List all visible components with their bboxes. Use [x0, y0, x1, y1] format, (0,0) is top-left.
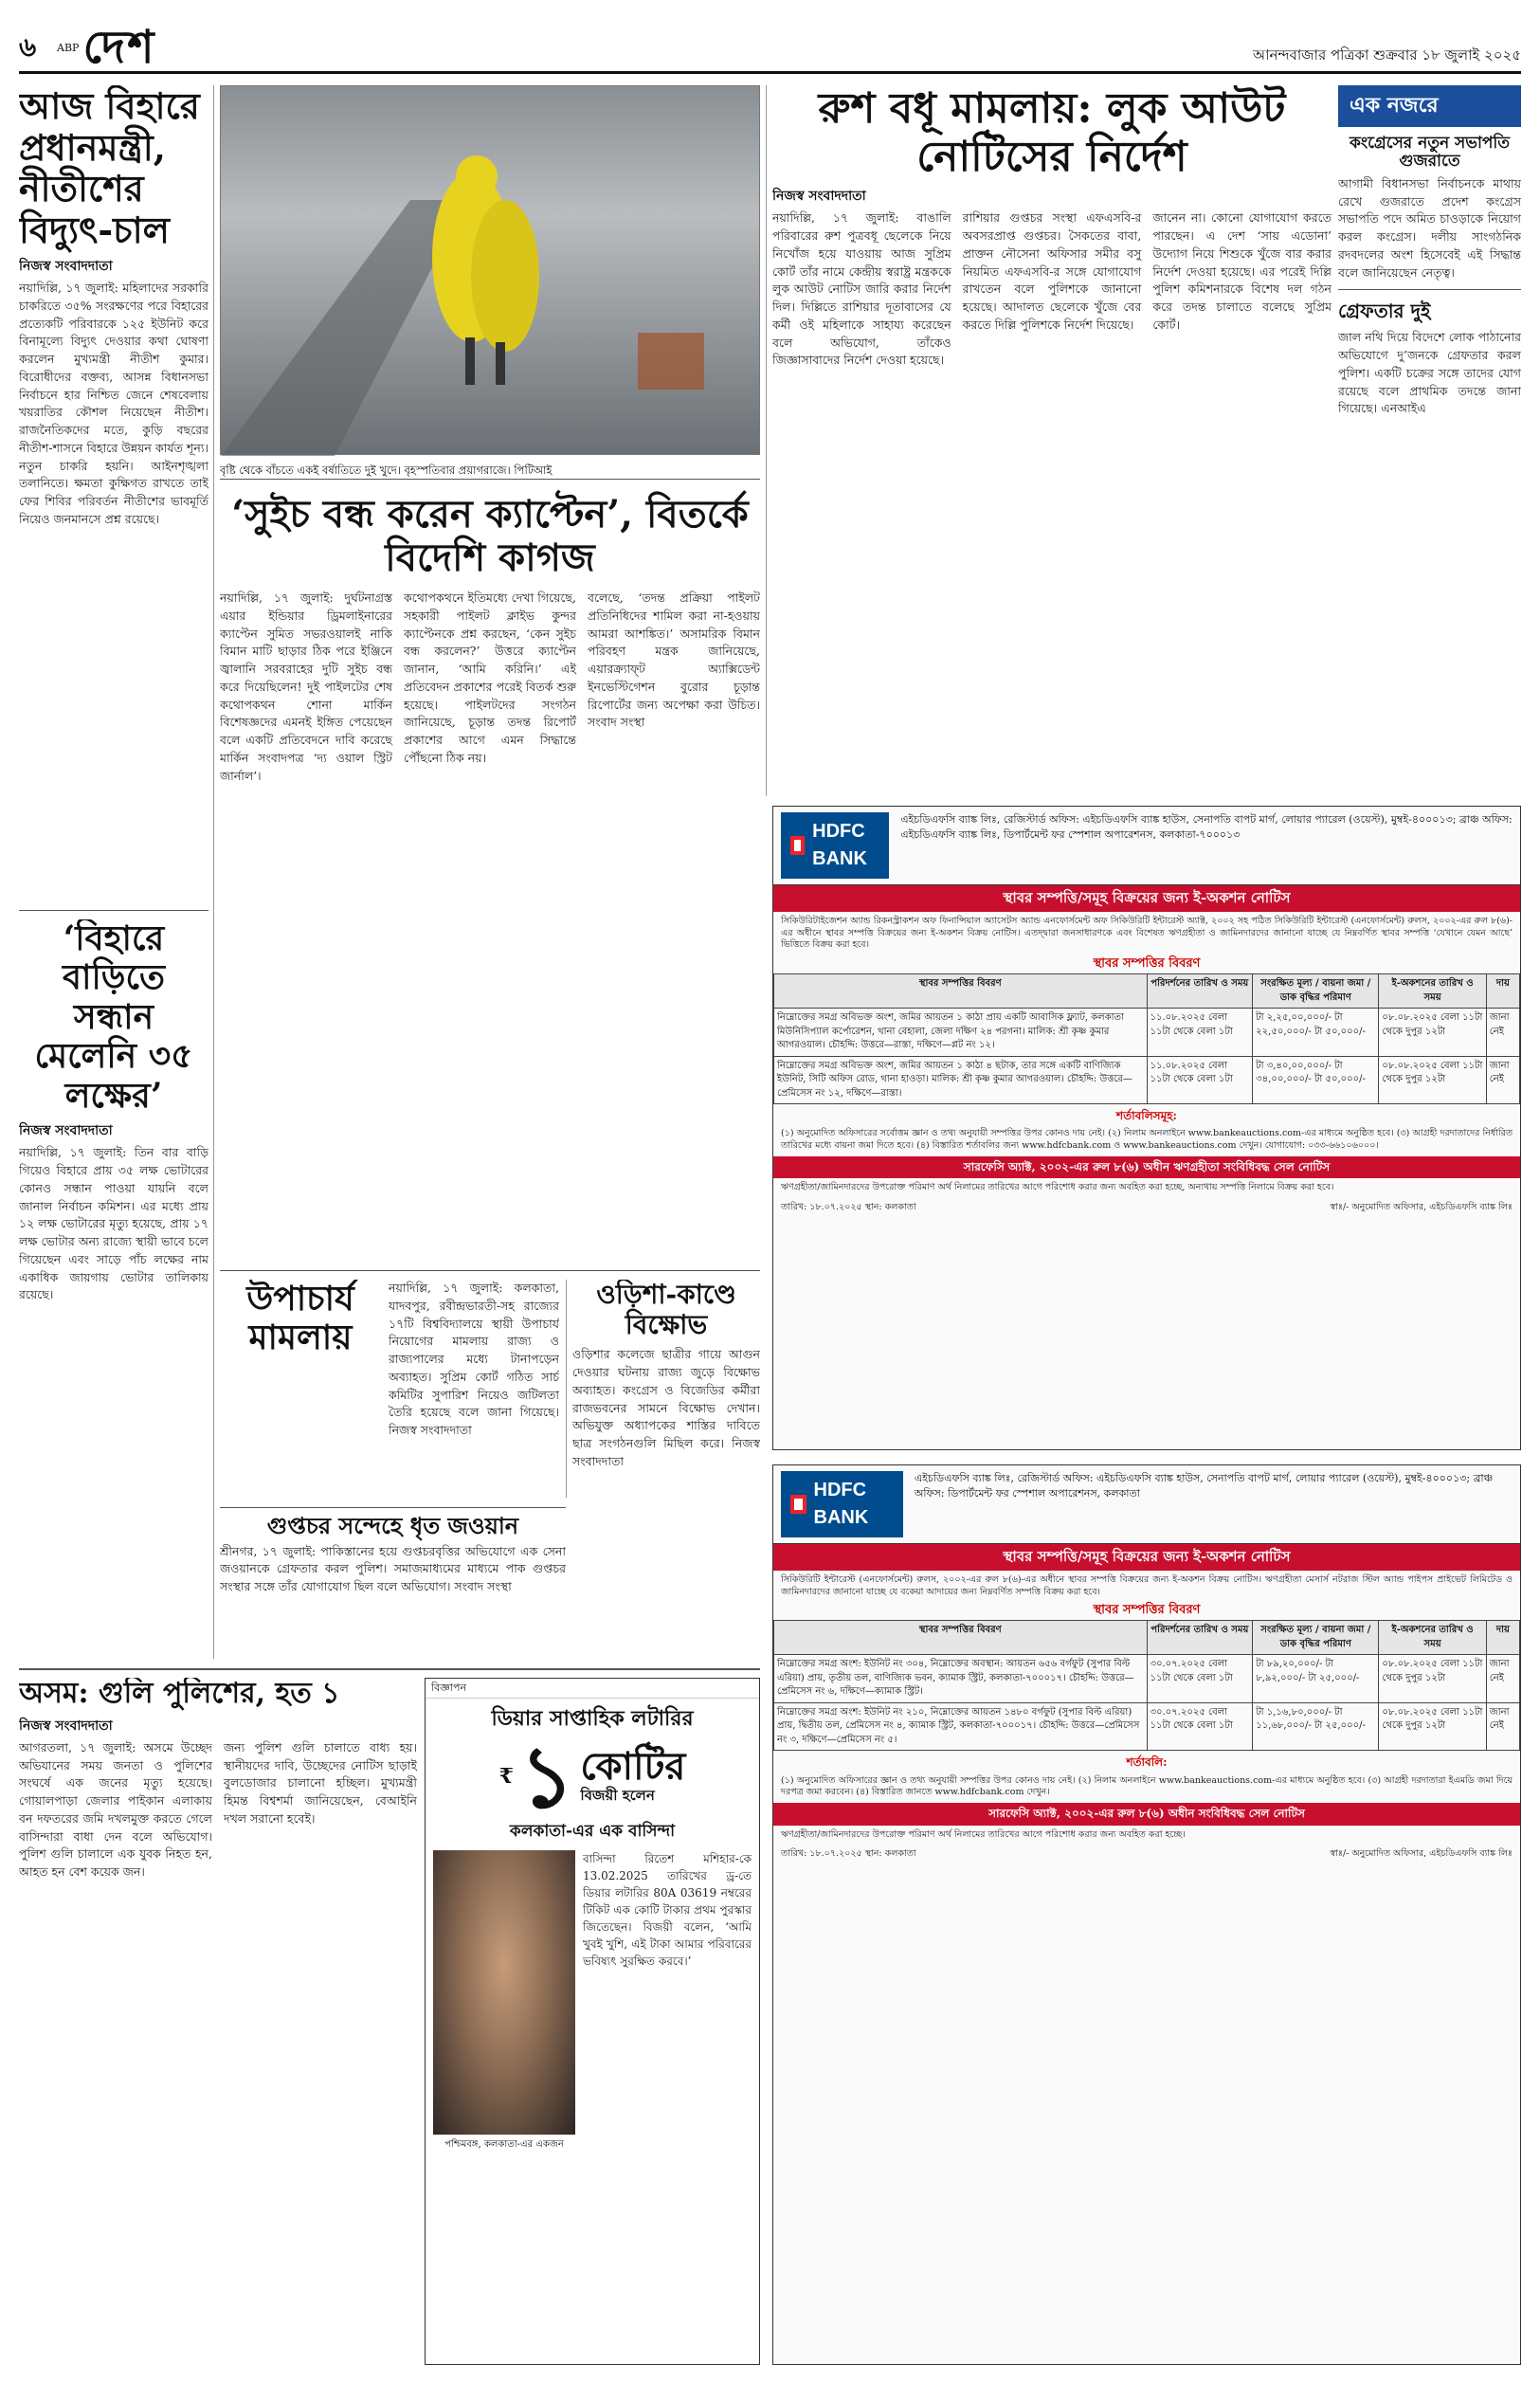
notice-date: তারিখ: ১৮.০৭.২০২৫ স্থান: কলকাতা — [781, 1848, 916, 1860]
story-columns — [220, 590, 760, 785]
table-cell: ০৮.০৮.২০২৫ বেলা ১১টা থেকে দুপুর ১২টা — [1379, 1702, 1486, 1751]
table-header-row — [774, 974, 1520, 1009]
table-cell: নিম্নোক্তের সমগ্র অংশ: ইউনিট নং ৩০৪, নিম্নোক্তের অবস্থান: আয়তন ৬৫৬ বর্গফুট (সুপার বিল্ট এরিয়া) প্রায়, তৃতীয় তল, বাণিজ্যিক ভবন, ক্যামাক স্ট্রিট, কলকাতা-৭০০০১৭। চৌহদ্দি: উত্তরে—প্রেমিসেস নং ৬, দক্ষিণে—ক্যামাক স্ট্রিট। — [774, 1655, 1148, 1703]
notice-title: স্থাবর সম্পত্তি/সমূহ বিক্রয়ের জন্য ই-অকশন নোটিস — [773, 1544, 1520, 1571]
table-cell: নিম্নোক্তের সমগ্র অবিভক্ত অংশ, জমির আয়তন ১ কাঠা ৪ ছটাক, তার সঙ্গে একটি বাণিজ্যিক ইউনিট, সিটি অফিস রোড, থানা হাওড়া। মালিক: শ্রী কৃষ্ণ কুমার আগরওয়াল। চৌহদ্দি: উত্তরে—প্রেমিসেস নং ১২, দক্ষিণে—রাস্তা। — [774, 1056, 1148, 1104]
table-cell: জানা নেই — [1486, 1009, 1519, 1057]
ad-prize — [426, 1726, 759, 1827]
masthead — [19, 8, 1521, 74]
ad-line: ডিয়ার সাপ্তাহিক লটারির — [491, 1705, 694, 1731]
glance-title: এক নজরে — [1338, 85, 1521, 127]
column-rule — [766, 85, 767, 796]
story-body: ওড়িশার কলেজে ছাত্রীর গায়ে আগুন দেওয়ার ঘটনায় রাজ্য জুড়ে বিক্ষোভ অব্যাহত। কংগ্রেস ও বিজেডির কর্মীরা রাজভবনের সামনে বিক্ষোভ দেখান। অভিযুক্ত অধ্যাপকের শাস্তির দাবিতে ছাত্র সংগঠনগুলি মিছিল করে। নিজস্ব সংবাদদাতা — [572, 1347, 760, 1468]
story-headline: অসম: গুলি পুলিশের, হত ১ — [19, 1678, 340, 1710]
logo-small-text: ABP — [57, 41, 80, 54]
table-cell: টা ১,১৬,৮০,০০০/- টা ১১,৬৮,০০০/- টা ২৫,০০০/- — [1253, 1702, 1379, 1751]
story-body: রাশিয়ার গুপ্তচর সংস্থা এফএসবি-র অবসরপ্রাপ্ত গুপ্তচর। সৈকতের বাবা, প্রাক্তন নৌসেনা অফিসার সমীর বসু নিয়মিত এফএসবি-র সঙ্গে যোগাযোগ রাখতেন বলে পুলিশকে জানানো হয়েছে। আদালত ছেলেকে খুঁজে বের করতে দিল্লি পুলিশকে নির্দেশ দিয়েছে। — [962, 210, 1142, 332]
column-header: ই-অকশনের তারিখ ও সময় — [1379, 974, 1486, 1009]
column-header: সংরক্ষিত মূল্য / বায়না জমা / ডাক বৃদ্ধির পরিমাণ — [1253, 974, 1379, 1009]
ad-city: কলকাতা-এর এক বাসিন্দা — [509, 1821, 676, 1841]
winner-photo-caption: পশ্চিমবঙ্গ, কলকাতা-এর একজন — [444, 2139, 564, 2151]
divider — [19, 1668, 760, 1670]
bank-address: এইচডিএফসি ব্যাঙ্ক লিঃ, রেজিস্টার্ড অফিস: এইচডিএফসি ব্যাঙ্ক হাউস, সেনাপতি বাপট মার্গ, লোয়ার প্যারেল (ওয়েস্ট), মুম্বই-৪০০০১৩; ব্রাঞ্চ অফিস: এইচডিএফসি ব্যাঙ্ক লিঃ, ডিপার্টমেন্ট ফর স্পেশাল অপারেশনস, কলকাতা-৭০০০১৩ — [900, 813, 1513, 841]
story-body: নয়াদিল্লি, ১৭ জুলাই: কলকাতা, যাদবপুর, রবীন্দ্রভারতী-সহ রাজ্যের ১৭টি বিশ্ববিদ্যালয়ে স্থায়ী উপাচার্য নিয়োগের মামলায় রাজ্য ও রাজ্যপালের মধ্যে টানাপড়েন অব্যাহত। সুপ্রিম কোর্ট গঠিত সার্চ কমিটির সুপারিশ নিয়েও জটিলতা তৈরি হয়েছে বলে জানা গিয়েছে। নিজস্ব সংবাদদাতা — [389, 1281, 559, 1437]
ad-crore: কোটির — [580, 1743, 686, 1789]
property-table — [773, 973, 1520, 1104]
story-body: নয়াদিল্লি, ১৭ জুলাই: তিন বার বাড়ি গিয়েও বিহারে প্রায় ৩৫ লক্ষ ভোটারের কোনও সন্ধান পাওয়া যায়নি বলে জানাল নির্বাচন কমিশন। এর মধ্যে প্রায় ১২ লক্ষ ভোটারের মৃত্যু হয়েছে, প্রায় ১৭ লক্ষ ভোটার অন্য রাজ্যে স্থায়ী ভাবে চলে গিয়েছেন এবং সাড়ে পাঁচ লক্ষের নাম একাধিক জায়গায় ভোটার তালিকায় রয়েছে। — [19, 1145, 208, 1302]
ad-winner-text: বিজয়ী হলেন — [580, 1786, 655, 1804]
story-headline: আজ বিহারে প্রধানমন্ত্রী, নীতীশের বিদ্যুৎ-চাল — [19, 85, 200, 252]
bank-logo-icon — [790, 1495, 806, 1514]
story-bihar — [19, 85, 208, 900]
notice-intro: সিকিউরিটি ইন্টারেস্ট (এনফোর্সমেন্ট) রুলস, ২০০২-এর রুল ৮(৬)-এর অধীনে স্থাবর সম্পত্তি বিক্রয়ের জন্য ই-অকশন বিক্রয় নোটিস। ঋণগ্রহীতা মেসার্স নটরাজ স্টিল অ্যান্ড পাইপস প্রাইভেট লিমিটেড ও জামিনদারদের জানানো যাচ্ছে যে বকেয়া আদায়ের জন্য নিম্নবর্ণিত সম্পত্তি বিক্রয় করা হবে। — [781, 1573, 1513, 1597]
divider — [1338, 289, 1521, 290]
notice-footer-text: ঋণগ্রহীতা/জামিনদারদের উপরোক্ত পরিমাণ অর্থ নিলামের তারিখের আগে পরিশোধ করার জন্য অবহিত করা হচ্ছে। — [781, 1828, 1186, 1840]
divider — [19, 910, 208, 911]
divider — [220, 479, 760, 480]
column-header: সংরক্ষিত মূল্য / বায়না জমা / ডাক বৃদ্ধির পরিমাণ — [1253, 1621, 1379, 1655]
table-cell: টা ৮৯,২০,০০০/- টা ৮,৯২,০০০/- টা ২৫,০০০/- — [1253, 1655, 1379, 1703]
terms-text: (১) অনুমোদিত অফিসারের সর্বোত্তম জ্ঞান ও তথ্য অনুযায়ী সম্পত্তির উপর কোনও দায় নেই। (২) নিলাম অনলাইনে www.bankeauctions.com-এর মাধ্যমে অনুষ্ঠিত হবে। (৩) আগ্রহী দরদাতাদের নির্ধারিত তারিখের মধ্যে বায়না জমা দিতে হবে। (৪) বিস্তারিত শর্তাবলির জন্য www.hdfcbank.com ও www.bankeauctions.com দেখুন। যোগাযোগ: ০৩৩-৬৬১০৬০০০। — [781, 1128, 1513, 1152]
story-body: নয়াদিল্লি, ১৭ জুলাই: মহিলাদের সরকারি চাকরিতে ৩৫% সংরক্ষণের পরে বিহারের প্রত্যেকটি পরিবারকে ১২৫ ইউনিট করে বিনামূল্যে বিদ্যুৎ দেওয়ার কথা ঘোষণা করলেন মুখ্যমন্ত্রী নীতীশ কুমার। বিরোধীদের বক্তব্য, আসন্ন বিধানসভা নির্বাচনে হার নিশ্চিত জেনে শেষবেলায় খয়রাতির কৌশল নিয়েছেন নীতীশ। রাজনৈতিকদের মতে, কুড়ি বছরের নীতীশ-শাসনে বিহারে উন্নয়ন কার্যত শূন্য। নতুন চাকরি হয়নি। আইনশৃঙ্খলা তলানিতে। ক্ষমতা কুক্ষিগত রাখতে তাই ফের শিবির পরিবর্তন নীতীশের ভাবমূর্তি নিয়েও জনমানসে প্রশ্ন রয়েছে। — [19, 281, 208, 526]
table-row — [774, 1655, 1520, 1703]
story-body: নয়াদিল্লি, ১৭ জুলাই: বাঙালি পরিবারের রুশ পুত্রবধূ ছেলেকে নিয়ে নিখোঁজ হয়ে যাওয়ায় আজ সুপ্রিম কোর্ট তাঁর নামে কেন্দ্রীয় স্বরাষ্ট্র মন্ত্রককে লুক আউট নোটিস জারি করার নির্দেশ দিল। দিল্লিতে রাশিয়ার দূতাবাসের যে কর্মী ওই মহিলাকে সাহায্য করেছেন বলে অভিযোগ, তাঁকেও জিজ্ঞাসাবাদের নির্দেশ দেওয়া হয়েছে। — [772, 210, 951, 368]
auction-notice-1 — [772, 806, 1521, 1450]
ad-photo-block — [433, 1850, 575, 2153]
notice-signature: স্বাঃ/- অনুমোদিত অফিসার, এইচডিএফসি ব্যাঙ্ক লিঃ — [1330, 1848, 1513, 1860]
story-headline: ‘সুইচ বন্ধ করেন ক্যাপ্টেন’, বিতর্কে বিদেশি কাগজ — [231, 492, 749, 580]
table-cell: জানা নেই — [1486, 1702, 1519, 1751]
story-headline: ‘বিহারে বাড়িতে সন্ধান মেলেনি ৩৫ লক্ষের’ — [34, 919, 193, 1116]
story-headline: ওড়িশা-কাণ্ডে বিক্ষোভ — [596, 1280, 736, 1341]
terms-title: শর্তাবলিসমূহ: — [1116, 1109, 1177, 1123]
table-cell: ১১.০৮.২০২৫ বেলা ১১টা থেকে বেলা ১টা — [1147, 1056, 1253, 1104]
at-a-glance — [1338, 85, 1521, 796]
bank-logo — [781, 1471, 903, 1537]
property-table — [773, 1620, 1520, 1751]
story-body: শ্রীনগর, ১৭ জুলাই: পাকিস্তানের হয়ে গুপ্তচরবৃত্তির অভিযোগে এক সেনা জওয়ানকে গ্রেফতার করল পুলিশ। সমাজমাধ্যমের মাধ্যমে পাক গুপ্তচর সংস্থার সঙ্গে তাঁর যোগাযোগ ছিল বলে অভিযোগ। সংবাদ সংস্থা — [220, 1543, 566, 1594]
story-byline: নিজস্ব সংবাদদাতা — [19, 258, 113, 274]
lottery-advertisement — [425, 1678, 760, 2365]
story-body: নয়াদিল্লি, ১৭ জুলাই: দুর্ঘটনাগ্রস্ত এয়ার ইন্ডিয়ার ড্রিমলাইনারের ক্যাপ্টেন সুমিত সভরওয়ালই নাকি বিমান মাটি ছাড়ার ঠিক পরে ইঞ্জিনে জ্বালানি সরবরাহের দুটি সুইচ বন্ধ করে দিয়েছিলেন! দুই পাইলটের শেষ কথোপকথন শোনা মার্কিন বিশেষজ্ঞদের এমনই ইঙ্গিত পেয়েছেন বলে একটি প্রতিবেদনে দাবি করেছে মার্কিন সংবাদপত্র ‘দ্য ওয়াল স্ট্রিট জার্নাল’। — [220, 591, 392, 783]
table-cell: জানা নেই — [1486, 1655, 1519, 1703]
notice-signature: স্বাঃ/- অনুমোদিত অফিসার, এইচডিএফসি ব্যাঙ্ক লিঃ — [1330, 1202, 1513, 1213]
notice-intro: সিকিউরিটাইজেশন অ্যান্ড রিকনস্ট্রাকশন অফ ফিনান্সিয়াল অ্যাসেটস অ্যান্ড এনফোর্সমেন্ট অফ সিকিউরিটি ইন্টারেস্ট অ্যাক্ট, ২০০২ সহ পঠিত সিকিউরিটি ইন্টারেস্ট (এনফোর্সমেন্ট) রুলস, ২০০২-এর রুল ৮(৬)-এর অধীনে স্থাবর সম্পত্তি বিক্রয়ের জন্য ই-অকশন বিক্রয় নোটিস। এতদ্দ্বারা জনসাধারণকে এবং বিশেষত ঋণগ্রহীতা ও জামিনদারদের জানানো যাচ্ছে যে নিম্নবর্ণিত স্থাবর সম্পত্তি ‘যেখানে যেমন আছে’ ভিত্তিতে বিক্রয় করা হবে। — [781, 915, 1513, 951]
table-row — [774, 1702, 1520, 1751]
story-body: বলেছে, ‘তদন্ত প্রক্রিয়া পাইলট প্রতিনিধিদের শামিল করা না-হওয়ায় আমরা আশঙ্কিত।’ অসামরিক বিমান পরিবহণ মন্ত্রক জানিয়েছে, এয়ারক্র্যাফ্‌ট অ্যাক্সিডেন্ট ইনভেস্টিগেশন বুরোর চূড়ান্ত রিপোর্টের জন্য অপেক্ষা করা উচিত। সংবাদ সংস্থা — [588, 591, 760, 730]
table-cell: ৩০.০৭.২০২৫ বেলা ১১টা থেকে বেলা ১টা — [1147, 1655, 1253, 1703]
column-header: পরিদর্শনের তারিখ ও সময় — [1147, 1621, 1253, 1655]
column-header: দায় — [1486, 974, 1519, 1009]
story-body: জন্য পুলিশ গুলি চালাতে বাধ্য হয়। স্থানীয়দের দাবি, উচ্ছেদের নোটিস ছাড়াই বুলডোজার চালানো হচ্ছিল। মুখ্যমন্ত্রী হিমন্ত বিশ্বশর্মা জানিয়েছেন, বেআইনি দখল সরানো হবেই। — [224, 1739, 417, 1826]
table-cell: ০৮.০৮.২০২৫ বেলা ১১টা থেকে দুপুর ১২টা — [1379, 1655, 1486, 1703]
glance-body: জাল নথি দিয়ে বিদেশে লোক পাঠানোর অভিযোগে দু’জনকে গ্রেফতার করল পুলিশ। একটি চক্রের সঙ্গে তাদের যোগ রয়েছে বলে প্রাথমিক তদন্তে জানা গিয়েছে। এনআইএ — [1338, 330, 1521, 416]
dateline: আনন্দবাজার পত্রিকা শুক্রবার ১৮ জুলাই ২০২৫ — [1253, 46, 1521, 64]
story-captain — [220, 483, 760, 1261]
story-russia — [772, 85, 1332, 796]
bank-name: HDFC BANK — [813, 1480, 869, 1528]
story-spy — [220, 1513, 566, 1659]
story-vc — [220, 1280, 381, 1498]
story-body: আগরতলা, ১৭ জুলাই: অসমে উচ্ছেদ অভিযানের সময় জনতা ও পুলিশের সংঘর্ষে এক জনের মৃত্যু হয়েছে। গোয়ালপাড়া জেলার পাইকান এলাকায় বন দফতরের জমি দখলমুক্ত করতে গেলে বাসিন্দারা বাধা দেন বলে অভিযোগ। পুলিশ গুলি চালালে এক যুবক নিহত হন, আহত হন বেশ কয়েক জন। — [19, 1739, 212, 1880]
schedule-title: স্থাবর সম্পত্তির বিবরণ — [1093, 956, 1201, 972]
table-cell: ০৮.০৮.২০২৫ বেলা ১১টা থেকে দুপুর ১২টা — [1379, 1009, 1486, 1057]
notice-footer-text: ঋণগ্রহীতা/জামিনদারদের উপরোক্ত পরিমাণ অর্থ নিলামের তারিখের আগে পরিশোধ করার জন্য অবহিত করা হচ্ছে, অন্যথায় সম্পত্তি নিলামে বিক্রয় করা হবে। — [781, 1182, 1334, 1193]
notice-date: তারিখ: ১৮.০৭.২০২৫ স্থান: কলকাতা — [781, 1202, 916, 1213]
auction-notice-2 — [772, 1464, 1521, 2365]
story-byline: নিজস্ব সংবাদদাতা — [19, 1122, 113, 1138]
bank-logo — [781, 812, 889, 879]
table-cell: জানা নেই — [1486, 1056, 1519, 1104]
glance-headline: কংগ্রেসের নতুন সভাপতি গুজরাতে — [1349, 133, 1511, 172]
notice-footer-bar: সারফেসি অ্যাক্ট, ২০০২-এর রুল ৮(৬) অধীন সংবিধিবদ্ধ সেল নোটিস — [773, 1803, 1520, 1825]
rupee-icon: ₹ — [498, 1763, 514, 1789]
column-header: পরিদর্শনের তারিখ ও সময় — [1147, 974, 1253, 1009]
story-byline: নিজস্ব সংবাদদাতা — [772, 189, 866, 205]
story-body: কথোপকথনে ইতিমধ্যে দেখা গিয়েছে, সহকারী পাইলট ক্লাইভ কুন্দর ক্যাপ্টেনকে প্রশ্ন করছেন, ‘কেন সুইচ বন্ধ করলেন?’ উত্তরে ক্যাপ্টেন জানান, ‘আমি করিনি।’ এই প্রতিবেদন প্রকাশের পরেই বিতর্ক শুরু হয়েছে। পাইলটদের সংগঠন জানিয়েছে, চূড়ান্ত তদন্ত রিপোর্ট প্রকাশের আগে এমন সিদ্ধান্তে পৌঁছনো ঠিক নয়। — [404, 591, 576, 765]
schedule-title: স্থাবর সম্পত্তির বিবরণ — [1093, 1603, 1201, 1618]
bank-name: HDFC BANK — [812, 821, 867, 869]
story-headline: উপাচার্য মামলায় — [246, 1280, 354, 1358]
table-cell: ০৮.০৮.২০২৫ বেলা ১১টা থেকে দুপুর ১২টা — [1379, 1056, 1486, 1104]
divider — [220, 1507, 566, 1508]
column-header: স্থাবর সম্পত্তির বিবরণ — [774, 1621, 1148, 1655]
ad-prize-text — [580, 1743, 686, 1807]
notice-header — [773, 807, 1520, 885]
table-cell: ৩০.০৭.২০২৫ বেলা ১১টা থেকে বেলা ১টা — [1147, 1702, 1253, 1751]
table-header-row — [774, 1621, 1520, 1655]
winner-photo — [433, 1850, 575, 2135]
page-number: ৬ — [19, 31, 37, 63]
table-cell: ১১.০৮.২০২৫ বেলা ১১টা থেকে বেলা ১টা — [1147, 1009, 1253, 1057]
story-headline: গুপ্তচর সন্দেহে ধৃত জওয়ান — [266, 1513, 519, 1539]
notice-sign-row — [773, 1198, 1520, 1218]
notice-header — [773, 1465, 1520, 1544]
table-row — [774, 1056, 1520, 1104]
column-header: স্থাবর সম্পত্তির বিবরণ — [774, 974, 1148, 1009]
story-body: জানেন না। কোনো যোগাযোগ করতে পারছেন। এ দেশ ‘সায় এডোনা’ উদ্যোগ নিয়ে শিশুকে খুঁজে বার করার নির্দেশ দেওয়া হয়েছে। এর পরেই দিল্লি পুলিশ কমিশনারকে বিশেষ দল গঠন করে তদন্ত চালাতে বলেছে সুপ্রিম কোর্ট। — [1152, 210, 1332, 332]
ad-tag: বিজ্ঞাপন — [426, 1679, 759, 1699]
bank-logo-icon — [790, 836, 805, 855]
story-bihar-voters — [19, 919, 208, 1659]
glance-headline: গ্রেফতার দুই — [1338, 300, 1431, 323]
glance-body: আগামী বিধানসভা নির্বাচনকে মাথায় রেখে গুজরাতে প্রদেশ কংগ্রেস সভাপতি পদে অমিত চাওড়াকে নিয়োগ করল কংগ্রেস। দলীয় সাংগঠনিক রদবদলের অংশ হিসেবেই এই সিদ্ধান্ত বলে জানিয়েছেন নেতৃত্ব। — [1338, 175, 1521, 280]
ad-content — [426, 1843, 759, 2160]
terms-title: শর্তাবলি: — [1126, 1755, 1168, 1770]
table-cell: টা ২,২৫,০০,০০০/- টা ২২,৫০,০০০/- টা ৫০,০০০/- — [1253, 1009, 1379, 1057]
story-headline: রুশ বধূ মামলায়: লুক আউট নোটিসের নির্দেশ — [818, 85, 1286, 181]
section-title: দেশ — [82, 21, 156, 74]
story-columns — [772, 209, 1332, 370]
story-byline: নিজস্ব সংবাদদাতা — [19, 1718, 113, 1734]
table-row — [774, 1009, 1520, 1057]
bank-address: এইচডিএফসি ব্যাঙ্ক লিঃ, রেজিস্টার্ড অফিস: এইচডিএফসি ব্যাঙ্ক হাউস, সেনাপতি বাপট মার্গ, লোয়ার প্যারেল (ওয়েস্ট), মুম্বই-৪০০০১৩; ব্রাঞ্চ অফিস: ডিপার্টমেন্ট ফর স্পেশাল অপারেশনস, কলকাতা — [914, 1472, 1494, 1500]
ad-body: বাসিন্দা রিতেশ মশিহার-কে 13.02.2025 তারিখের ড্র-তে ডিয়ার লটারির 80A 03619 নম্বরের টিকিট এক কোটি টাকার প্রথম পুরস্কার জিতেছেন। বিজয়ী বলেন, ‘আমি খুবই খুশি, এই টাকা আমার পরিবারের ভবিষ্যৎ সুরক্ষিত করবে।’ — [583, 1852, 752, 1969]
terms-text: (১) অনুমোদিত অফিসারের জ্ঞান ও তথ্য অনুযায়ী সম্পত্তির উপর কোনও দায় নেই। (২) নিলাম অনলাইনে www.bankeauctions.com-এর মাধ্যমে অনুষ্ঠিত হবে। (৩) আগ্রহী দরদাতারা ইএমডি জমা দিয়ে দরপত্র জমা করবেন। (৪) বিস্তারিত জানতে www.hdfcbank.com দেখুন। — [781, 1774, 1513, 1798]
story-odisha — [572, 1280, 760, 1659]
notice-title: স্থাবর সম্পত্তি/সমূহ বিক্রয়ের জন্য ই-অকশন নোটিস — [773, 885, 1520, 912]
photo-caption: বৃষ্টি থেকে বাঁচতে একই বর্ষাতিতে দুই খুদে। বৃহস্পতিবার প্রয়াগরাজে। পিটিআই — [220, 464, 553, 477]
divider — [220, 1270, 760, 1271]
story-columns — [19, 1739, 417, 1882]
table-cell: নিম্নোক্তের সমগ্র অবিভক্ত অংশ, জমির আয়তন ১ কাঠা প্রায় একটি আবাসিক ফ্ল্যাট, কলকাতা মিউনিসিপ্যাল কর্পোরেশন, থানা বেহালা, জেলা দক্ষিণ ২৪ পরগনা। মালিক: শ্রী কৃষ্ণ কুমার আগরওয়াল। চৌহদ্দি: উত্তরে—রাস্তা, দক্ষিণে—প্লট নং ১২। — [774, 1009, 1148, 1057]
story-assam — [19, 1678, 417, 2365]
column-header: ই-অকশনের তারিখ ও সময় — [1379, 1621, 1486, 1655]
section-logo — [57, 15, 156, 82]
notice-sign-row — [773, 1845, 1520, 1864]
column-rule — [213, 85, 214, 1659]
column-header: দায় — [1486, 1621, 1519, 1655]
table-cell: টা ৩,৪০,০০,০০০/- টা ৩৪,০০,০০০/- টা ৫০,০০০/- — [1253, 1056, 1379, 1104]
column-rule — [566, 1280, 567, 1498]
photo-illustration — [221, 86, 761, 456]
news-photo — [220, 85, 760, 455]
notice-footer-bar: সারফেসি অ্যাক্ট, ২০০২-এর রুল ৮(৬) অধীন ঋণগ্রহীতা সংবিধিবদ্ধ সেল নোটিস — [773, 1156, 1520, 1178]
table-cell: নিম্নোক্তের সমগ্র অংশ: ইউনিট নং ২১০, নিম্নোক্তের আয়তন ১৪৮০ বর্গফুট (সুপার বিল্ট এরিয়া) প্রায়, দ্বিতীয় তল, প্রেমিসেস নং ৪, ক্যামাক স্ট্রিট, কলকাতা-৭০০০১৭। চৌহদ্দি: উত্তরে—প্রেমিসেস নং ৩, দক্ষিণে—প্রেমিসেস নং ৫। — [774, 1702, 1148, 1751]
ad-amount: ১ — [518, 1726, 575, 1827]
